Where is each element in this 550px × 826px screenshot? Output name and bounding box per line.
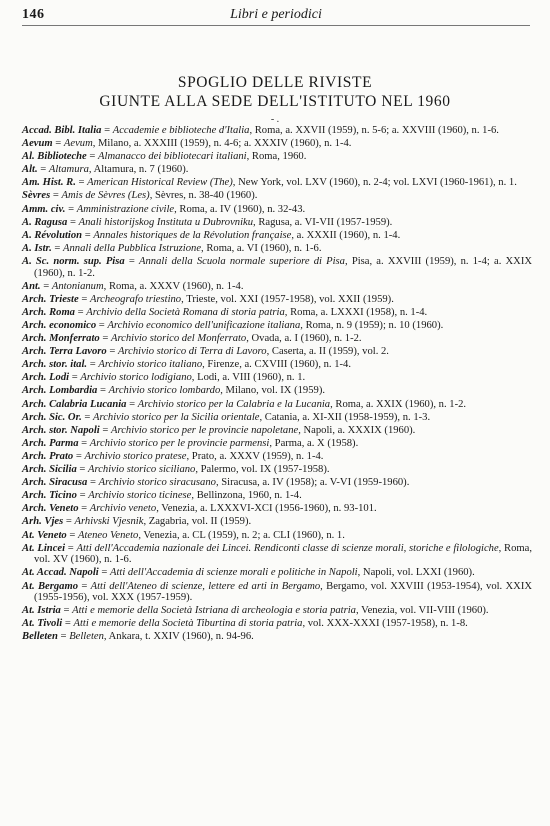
- entry-details: , vol. XXX-XXXI (1957-1958), n. 1-8.: [302, 618, 468, 630]
- entry-details: , Ovada, a. I (1960), n. 1-2.: [246, 333, 362, 345]
- running-header: [22, 6, 530, 26]
- list-item: [22, 581, 532, 604]
- entry-details: , Bergamo, vol. XXVIII (1953-1954), vol. XXIX (1955-1956), vol. XXX (1957-1959).: [34, 580, 533, 604]
- entry-full-title: Altamura: [48, 164, 89, 176]
- entry-abbreviation: At. Bergamo: [22, 580, 78, 592]
- entry-details: , Prato, a. XXXV (1959), n. 1-4.: [186, 450, 324, 462]
- entry-details: , Roma, a. XXXV (1960), n. 1-4.: [103, 280, 244, 292]
- list-item: [22, 372, 532, 384]
- entry-full-title: Aevum: [63, 138, 93, 150]
- entry-details: , Altamura, n. 7 (1960).: [88, 164, 189, 176]
- equals-sign: =: [81, 411, 94, 423]
- entry-details: , Roma, vol. XV (1960), n. 1-6.: [34, 542, 532, 566]
- entry-abbreviation: Arch. Roma: [22, 306, 75, 318]
- entry-details: , Trieste, vol. XXI (1957-1958), vol. XXII (1959).: [181, 293, 394, 305]
- list-item: [22, 320, 532, 332]
- entry-abbreviation: Arch. Parma: [22, 437, 79, 449]
- entry-full-title: Ateneo Veneto: [78, 529, 139, 541]
- equals-sign: =: [75, 177, 88, 189]
- equals-sign: =: [124, 255, 140, 267]
- list-item: [22, 618, 532, 630]
- entry-abbreviation: Al. Biblioteche: [22, 151, 87, 163]
- equals-sign: =: [82, 229, 94, 241]
- entry-full-title: Atti dell'Accademia nazionale dei Lincei. Rendiconti classe di scienze morali, storiche e filologiche: [76, 542, 499, 554]
- entry-full-title: Archivio storico lombardo: [108, 385, 221, 397]
- page-subtitle: GIUNTE ALLA SEDE DELL'ISTITUTO NEL 1960: [99, 93, 451, 110]
- list-item: [22, 438, 532, 450]
- entry-details: , Pisa, a. XXVIII (1959), n. 1-4; a. XXIX (1960), n. 1-2.: [34, 255, 533, 279]
- list-item: [22, 138, 532, 150]
- entry-details: , Lodi, a. VIII (1960), n. 1.: [191, 372, 306, 384]
- title-ornament: - .: [270, 114, 280, 125]
- page-title: SPOGLIO DELLE RIVISTE: [177, 74, 373, 91]
- entry-details: , Sèvres, n. 38-40 (1960).: [149, 190, 258, 202]
- entry-abbreviation: Arch. Sicilia: [22, 464, 77, 476]
- entry-abbreviation: At. Lincei: [22, 542, 66, 554]
- list-item: [22, 503, 532, 515]
- list-item: [22, 399, 532, 411]
- entry-abbreviation: Arch. Lodi: [22, 372, 70, 384]
- entry-details: , Ankara, t. XXIV (1960), n. 94-96.: [103, 631, 254, 643]
- list-item: [22, 307, 532, 319]
- entry-details: , Roma, a. XXIX (1960), n. 1-2.: [330, 398, 467, 410]
- entry-abbreviation: Arch. Siracusa: [22, 477, 88, 489]
- equals-sign: =: [52, 138, 64, 150]
- entry-full-title: Antonianum: [51, 280, 104, 292]
- list-item: [22, 425, 532, 437]
- list-item: [22, 333, 532, 345]
- list-item: [22, 164, 532, 176]
- entry-details: , Palermo, vol. IX (1957-1958).: [195, 464, 330, 476]
- entry-full-title: Annali della Scuola normale superiore di Pisa: [139, 255, 345, 267]
- entry-details: , Roma, a. IV (1960), n. 32-43.: [174, 203, 306, 215]
- running-title: Libri e periodici: [230, 7, 322, 22]
- equals-sign: =: [99, 424, 111, 436]
- equals-sign: =: [97, 385, 109, 397]
- list-item: [22, 567, 532, 579]
- entry-full-title: Archivio storico del Monferrato: [110, 333, 247, 345]
- entry-full-title: Amis de Sèvres (Les): [61, 190, 150, 202]
- entry-abbreviation: Arch. Lombardia: [22, 385, 98, 397]
- entry-full-title: American Historical Review (The): [87, 177, 233, 189]
- entry-details: , Zagabria, vol. II (1959).: [143, 516, 252, 528]
- entry-details: , Bellinzona, 1960, n. 1-4.: [191, 490, 302, 502]
- equals-sign: =: [60, 605, 73, 617]
- list-item: [22, 281, 532, 293]
- list-item: [22, 204, 532, 216]
- equals-sign: =: [98, 567, 110, 579]
- entry-details: , Napoli, a. XXXIX (1960).: [298, 424, 416, 436]
- list-item: [22, 151, 532, 163]
- entry-details: , Venezia, vol. VII-VIII (1960).: [355, 605, 489, 617]
- entry-abbreviation: Arch. Calabria Lucania: [22, 398, 127, 410]
- entry-abbreviation: Am. Hist. R.: [22, 177, 76, 189]
- entry-full-title: Archivio storico per la Calabria e la Lucania: [137, 398, 331, 410]
- entry-abbreviation: Amm. civ.: [22, 203, 66, 215]
- equals-sign: =: [86, 151, 99, 163]
- entry-details: , New York, vol. LXV (1960), n. 2-4; vol. LXVI (1960-1961), n. 1.: [232, 177, 517, 189]
- entry-full-title: Almanacco dei bibliotecari italiani: [98, 151, 247, 163]
- entry-abbreviation: Arch. stor. ital.: [22, 359, 88, 371]
- entry-details: , Roma, a. LXXXI (1958), n. 1-4.: [284, 306, 428, 318]
- list-item: [22, 243, 532, 255]
- equals-sign: =: [96, 320, 108, 332]
- entry-full-title: Annales historiques de la Révolution française: [93, 229, 292, 241]
- equals-sign: =: [69, 372, 81, 384]
- entry-abbreviation: Arch. Trieste: [22, 293, 79, 305]
- entry-abbreviation: Arch. Prato: [22, 450, 74, 462]
- entry-full-title: Amministrazione civile: [76, 203, 175, 215]
- list-item: [22, 190, 532, 202]
- equals-sign: =: [87, 359, 99, 371]
- entry-full-title: Archivio storico per le provincie parmensi: [89, 437, 270, 449]
- entry-details: , Parma, a. X (1958).: [269, 437, 359, 449]
- equals-sign: =: [78, 580, 91, 592]
- equals-sign: =: [65, 542, 77, 554]
- equals-sign: =: [67, 216, 79, 228]
- equals-sign: =: [63, 516, 75, 528]
- entry-abbreviation: Arch. Monferrato: [22, 333, 100, 345]
- entry-full-title: Archivio della Società Romana di storia patria: [86, 306, 285, 318]
- entry-abbreviation: A. Sc. norm. sup. Pisa: [22, 255, 125, 267]
- list-item: [22, 177, 532, 189]
- entry-full-title: Archivio storico lodigiano: [80, 372, 192, 384]
- equals-sign: =: [76, 490, 89, 502]
- entry-full-title: Archivio storico di Terra di Lavoro: [117, 346, 267, 358]
- entry-full-title: Archivio storico per le provincie napoletane: [111, 424, 299, 436]
- entry-details: , Venezia, a. LXXXVI-XCI (1956-1960), n. 93-101.: [156, 503, 377, 515]
- entry-abbreviation: Arch. Veneto: [22, 503, 79, 515]
- entry-abbreviation: Arch. stor. Napoli: [22, 424, 100, 436]
- list-item: [22, 490, 532, 502]
- entry-details: , Milano, vol. IX (1959).: [220, 385, 325, 397]
- entry-abbreviation: Ant.: [22, 280, 41, 292]
- list-item: [22, 217, 532, 229]
- equals-sign: =: [78, 503, 90, 515]
- entry-details: , a. XXXII (1960), n. 1-4.: [291, 229, 401, 241]
- entry-abbreviation: At. Tivoli: [22, 618, 63, 630]
- list-item: [22, 477, 532, 489]
- page-number: 146: [22, 7, 45, 22]
- entry-abbreviation: A. Révolution: [22, 229, 83, 241]
- entry-full-title: Archeografo triestino: [89, 293, 182, 305]
- list-item: [22, 230, 532, 242]
- entry-abbreviation: Arch. Terra Lavoro: [22, 346, 107, 358]
- section-title-block: [0, 73, 550, 126]
- entry-details: , Roma, a. XXVII (1959), n. 5-6; a. XXVIII (1960), n. 1-6.: [249, 125, 499, 136]
- entry-abbreviation: At. Accad. Napoli: [22, 567, 99, 579]
- list-item: [22, 346, 532, 358]
- equals-sign: =: [78, 293, 90, 305]
- entry-details: , Caserta, a. II (1959), vol. 2.: [266, 346, 389, 358]
- entry-full-title: Atti e memorie della Società Istriana di archeologia e storia patria: [72, 605, 356, 617]
- entry-abbreviation: Arh. Vjes: [22, 516, 64, 528]
- entry-abbreviation: Arch. Ticino: [22, 490, 77, 502]
- list-item: [22, 256, 532, 279]
- entry-full-title: Atti dell'Accademia di scienze morali e politiche in Napoli: [109, 567, 358, 579]
- entry-details: , Ragusa, a. VI-VII (1957-1959).: [253, 216, 393, 228]
- equals-sign: =: [51, 242, 64, 254]
- entry-full-title: Annali della Pubblica Istruzione: [63, 242, 202, 254]
- list-item: [22, 530, 532, 542]
- entry-abbreviation: Accad. Bibl. Italia: [22, 125, 102, 136]
- equals-sign: =: [76, 464, 89, 476]
- entry-details: , Napoli, vol. LXXI (1960).: [357, 567, 475, 579]
- equals-sign: =: [106, 346, 118, 358]
- entry-full-title: Archivio storico pratese: [84, 450, 187, 462]
- list-item: [22, 359, 532, 371]
- entry-full-title: Archivio veneto: [89, 503, 157, 515]
- entry-full-title: Archivio storico ticinese: [88, 490, 192, 502]
- entry-full-title: Anali historijskog Instituta u Dubrovniku: [78, 216, 254, 228]
- entry-abbreviation: At. Veneto: [22, 529, 67, 541]
- equals-sign: =: [50, 190, 62, 202]
- entry-abbreviation: Arch. economico: [22, 320, 97, 332]
- equals-sign: =: [99, 333, 111, 345]
- list-item: [22, 543, 532, 566]
- entry-abbreviation: Belleten: [22, 631, 58, 643]
- entry-full-title: Archivio storico siracusano: [98, 477, 216, 489]
- entry-details: , Siracusa, a. IV (1958); a. V-VI (1959-1960).: [215, 477, 410, 489]
- equals-sign: =: [57, 631, 70, 643]
- equals-sign: =: [40, 280, 52, 292]
- entry-full-title: Archivio storico italiano: [98, 359, 203, 371]
- entry-abbreviation: Aevum: [22, 138, 53, 150]
- equals-sign: =: [37, 164, 49, 176]
- entry-full-title: Arhivski Vjesnik: [74, 516, 144, 528]
- entry-details: , Roma, a. VI (1960), n. 1-6.: [201, 242, 322, 254]
- entry-abbreviation: A. Istr.: [22, 242, 52, 254]
- entry-full-title: Archivio storico per la Sicilia orientale: [93, 411, 260, 423]
- periodicals-list: [22, 125, 532, 645]
- entry-abbreviation: A. Ragusa: [22, 216, 68, 228]
- equals-sign: =: [126, 398, 138, 410]
- entry-details: , Catania, a. XI-XII (1958-1959), n. 1-3.: [259, 411, 431, 423]
- equals-sign: =: [101, 125, 113, 136]
- list-item: [22, 451, 532, 463]
- entry-details: , Roma, n. 9 (1959); n. 10 (1960).: [300, 320, 444, 332]
- entry-full-title: Atti e memorie della Società Tiburtina di storia patria: [73, 618, 303, 630]
- list-item: [22, 631, 532, 643]
- list-item: [22, 605, 532, 617]
- entry-full-title: Accademie e biblioteche d'Italia: [112, 125, 250, 136]
- list-item: [22, 464, 532, 476]
- entry-abbreviation: Alt.: [22, 164, 38, 176]
- entry-abbreviation: Arch. Sic. Or.: [22, 411, 82, 423]
- entry-full-title: Belleten: [69, 631, 104, 643]
- entry-full-title: Archivio economico dell'unificazione italiana: [107, 320, 301, 332]
- equals-sign: =: [62, 618, 74, 630]
- equals-sign: =: [66, 529, 79, 541]
- list-item: [22, 516, 532, 528]
- equals-sign: =: [74, 306, 87, 318]
- list-item: [22, 294, 532, 306]
- equals-sign: =: [65, 203, 77, 215]
- list-item: [22, 412, 532, 424]
- entry-details: , Venezia, a. CL (1959), n. 2; a. CLI (1960), n. 1.: [138, 529, 345, 541]
- entry-full-title: Archivio storico siciliano: [88, 464, 196, 476]
- equals-sign: =: [78, 437, 90, 449]
- entry-abbreviation: At. Istria: [22, 605, 61, 617]
- entry-details: , Firenze, a. CXVIII (1960), n. 1-4.: [202, 359, 351, 371]
- list-item: [22, 125, 532, 137]
- entry-full-title: Atti dell'Ateneo di scienze, lettere ed arti in Bergamo: [90, 580, 321, 592]
- list-item: [22, 385, 532, 397]
- entry-details: , Roma, 1960.: [246, 151, 307, 163]
- entry-abbreviation: Sèvres: [22, 190, 51, 202]
- equals-sign: =: [87, 477, 99, 489]
- equals-sign: =: [73, 450, 85, 462]
- entry-details: , Milano, a. XXXIII (1959), n. 4-6; a. XXXIV (1960), n. 1-4.: [92, 138, 352, 150]
